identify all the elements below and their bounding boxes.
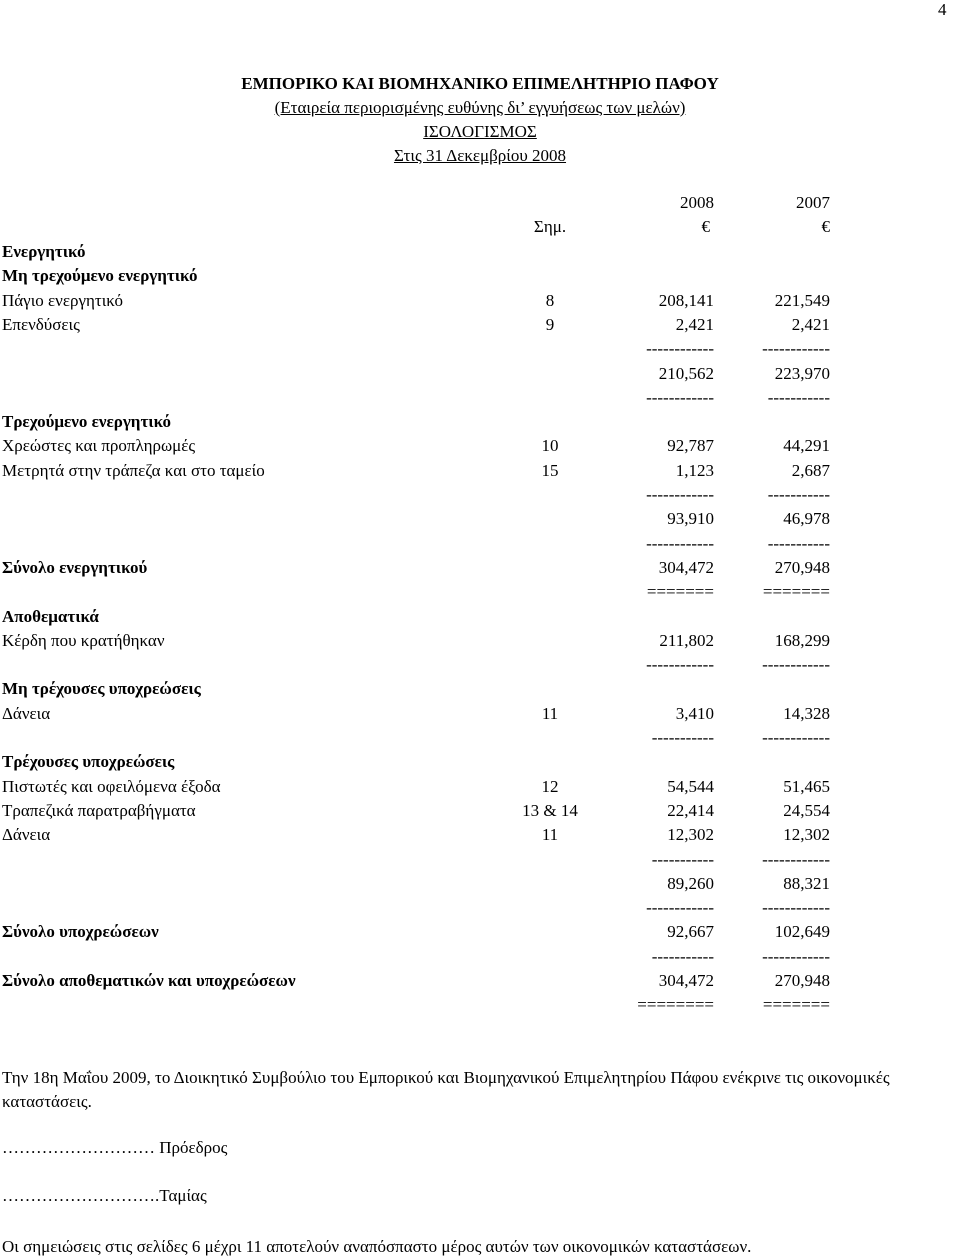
value-2008: 92,667: [667, 922, 714, 941]
row-label: Τρέχουσες υποχρεώσεις: [2, 752, 175, 771]
page-header: [0, 72, 960, 168]
row-label: Σύνολο αποθεματικών και υποχρεώσεων: [2, 971, 296, 990]
table-row: [0, 410, 960, 434]
note-column-label: Σημ.: [533, 217, 567, 236]
row-label: Κέρδη που κρατήθηκαν: [2, 631, 165, 650]
underline-2008: =======: [646, 582, 714, 601]
row-label: Χρεώστες και προπληρωμές: [2, 436, 196, 455]
separator-row: [0, 993, 960, 1017]
row-note: 12: [541, 777, 559, 796]
table-row: [0, 629, 960, 653]
value-2008: 93,910: [667, 509, 714, 528]
table-row: [0, 823, 960, 847]
value-2007: 270,948: [774, 558, 830, 577]
table-row: [0, 240, 960, 264]
year-2008: 2008: [680, 193, 714, 212]
row-label: Μετρητά στην τράπεζα και στο ταμείο: [2, 461, 265, 480]
value-2007: 168,299: [774, 631, 830, 650]
underline-2007: -----------: [767, 485, 830, 504]
row-note: 13 & 14: [522, 801, 578, 820]
value-2008: 92,787: [667, 436, 714, 455]
approval-paragraph: Την 18η Μαΐου 2009, το Διοικητικό Συμβούλιο του Εμπορικού και Βιομηχανικού Επιμελητηρίου Πάφου ενέκρινε τις οικονομικές καταστάσεις.: [2, 1068, 890, 1111]
underline-2008: -----------: [651, 850, 714, 869]
underline-2008: -----------: [651, 947, 714, 966]
value-2008: 1,123: [675, 461, 714, 480]
table-row: [0, 556, 960, 580]
row-note: 11: [541, 825, 559, 844]
table-row: [0, 362, 960, 386]
year-2007: 2007: [796, 193, 830, 212]
value-2008: 22,414: [667, 801, 714, 820]
separator-row: [0, 726, 960, 750]
underline-2007: ------------: [762, 898, 830, 917]
statement-date: Στις 31 Δεκεμβρίου 2008: [393, 146, 567, 165]
value-2008: 89,260: [667, 874, 714, 893]
table-row: [0, 702, 960, 726]
chairman-signature-line: ……………………… Πρόεδρος: [2, 1138, 228, 1157]
value-2007: 270,948: [774, 971, 830, 990]
underline-2007: ------------: [762, 655, 830, 674]
value-2008: 12,302: [667, 825, 714, 844]
table-row: [0, 920, 960, 944]
row-label: Δάνεια: [2, 825, 51, 844]
value-2007: 14,328: [783, 704, 830, 723]
separator-row: [0, 386, 960, 410]
company-title: ΕΜΠΟΡΙΚΟ ΚΑΙ ΒΙΟΜΗΧΑΝΙΚΟ ΕΠΙΜΕΛΗΤΗΡΙΟ ΠΑΦΟΥ: [241, 74, 719, 93]
row-label: Πάγιο ενεργητικό: [2, 291, 123, 310]
table-row: [0, 313, 960, 337]
underline-2007: -----------: [767, 534, 830, 553]
currency-2008: €: [701, 217, 710, 236]
page-number: 4: [938, 0, 947, 19]
separator-row: [0, 580, 960, 604]
row-note: 8: [545, 291, 555, 310]
row-note: 9: [545, 315, 555, 334]
value-2007: 46,978: [783, 509, 830, 528]
row-label: Τραπεζικά παρατραβήγματα: [2, 801, 196, 820]
table-row: [0, 605, 960, 629]
value-2008: 208,141: [658, 291, 714, 310]
row-label: Επενδύσεις: [2, 315, 80, 334]
separator-row: [0, 653, 960, 677]
year-header-row: [0, 191, 960, 215]
value-2008: 304,472: [658, 971, 714, 990]
value-2007: 221,549: [774, 291, 830, 310]
table-row: [0, 434, 960, 458]
row-label: Μη τρεχούμενο ενεργητικό: [2, 266, 198, 285]
row-label: Αποθεματικά: [2, 607, 99, 626]
value-2007: 2,687: [791, 461, 830, 480]
value-2008: 3,410: [675, 704, 714, 723]
row-label: Πιστωτές και οφειλόμενα έξοδα: [2, 777, 221, 796]
separator-row: [0, 483, 960, 507]
table-row: [0, 507, 960, 531]
table-row: [0, 459, 960, 483]
row-label: Σύνολο ενεργητικού: [2, 558, 148, 577]
underline-2008: ------------: [646, 898, 714, 917]
separator-row: [0, 945, 960, 969]
company-subtitle: (Εταιρεία περιορισμένης ευθύνης δι’ εγγυήσεως των μελών): [274, 98, 686, 117]
underline-2007: ------------: [762, 339, 830, 358]
underline-2008: ------------: [646, 485, 714, 504]
row-label: Ενεργητικό: [2, 242, 86, 261]
value-2008: 304,472: [658, 558, 714, 577]
separator-row: [0, 896, 960, 920]
value-2007: 223,970: [774, 364, 830, 383]
table-row: [0, 799, 960, 823]
document-title: ΙΣΟΛΟΓΙΣΜΟΣ: [423, 122, 537, 141]
value-2007: 24,554: [783, 801, 830, 820]
currency-2007: €: [821, 217, 830, 236]
value-2007: 12,302: [783, 825, 830, 844]
table-row: [0, 677, 960, 701]
currency-header-row: [0, 215, 960, 239]
underline-2008: ------------: [646, 534, 714, 553]
row-label: Σύνολο υποχρεώσεων: [2, 922, 159, 941]
value-2008: 210,562: [658, 364, 714, 383]
underline-2007: =======: [762, 995, 830, 1014]
separator-row: [0, 848, 960, 872]
underline-2008: ------------: [646, 339, 714, 358]
table-row: [0, 750, 960, 774]
underline-2008: ========: [637, 995, 714, 1014]
value-2007: 51,465: [783, 777, 830, 796]
row-note: 10: [541, 436, 559, 455]
underline-2007: =======: [762, 582, 830, 601]
table-row: [0, 264, 960, 288]
value-2007: 102,649: [774, 922, 830, 941]
underline-2007: ------------: [762, 850, 830, 869]
underline-2008: ------------: [646, 388, 714, 407]
value-2007: 88,321: [783, 874, 830, 893]
underline-2008: ------------: [646, 655, 714, 674]
row-note: 15: [541, 461, 559, 480]
table-row: [0, 775, 960, 799]
row-label: Μη τρέχουσες υποχρεώσεις: [2, 679, 201, 698]
value-2007: 44,291: [783, 436, 830, 455]
row-label: Τρεχούμενο ενεργητικό: [2, 412, 172, 431]
row-note: 11: [541, 704, 559, 723]
value-2008: 54,544: [667, 777, 714, 796]
value-2008: 211,802: [659, 631, 714, 650]
value-2007: 2,421: [791, 315, 830, 334]
table-row: [0, 969, 960, 993]
table-row: [0, 289, 960, 313]
underline-2007: -----------: [767, 388, 830, 407]
separator-row: [0, 337, 960, 361]
treasurer-signature-line: ……………………….Ταμίας: [2, 1186, 207, 1205]
value-2008: 2,421: [675, 315, 714, 334]
underline-2008: -----------: [651, 728, 714, 747]
row-label: Δάνεια: [2, 704, 51, 723]
footer-note: Οι σημειώσεις στις σελίδες 6 μέχρι 11 αποτελούν αναπόσπαστο μέρος αυτών των οικονομικών καταστάσεων.: [2, 1237, 752, 1256]
underline-2007: ------------: [762, 947, 830, 966]
underline-2007: ------------: [762, 728, 830, 747]
table-row: [0, 872, 960, 896]
separator-row: [0, 532, 960, 556]
